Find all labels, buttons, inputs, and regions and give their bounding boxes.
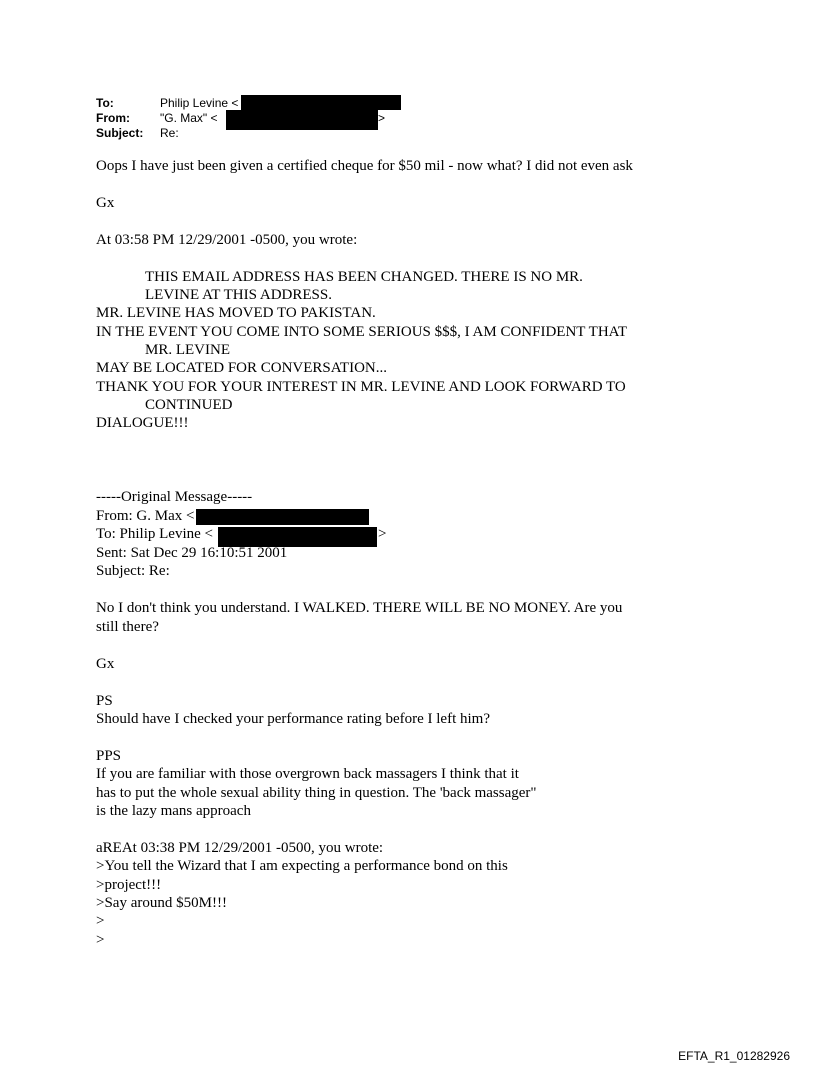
subject-label: Subject: [96, 126, 144, 140]
from-label: From: [96, 111, 130, 125]
original-sent: Sent: Sat Dec 29 16:10:51 2001 [96, 545, 288, 561]
subject-value: Re: [160, 126, 179, 140]
nested-quote-intro: aREAt 03:38 PM 12/29/2001 -0500, you wrote: [96, 840, 384, 856]
original-to: To: Philip Levine < [96, 526, 213, 542]
original-body-line: No I don't think you understand. I WALKED. THERE WILL BE NO MONEY. Are you [96, 600, 623, 616]
quote-intro: At 03:58 PM 12/29/2001 -0500, you wrote: [96, 232, 358, 248]
original-body-line: still there? [96, 619, 159, 635]
quoted-line: MR. LEVINE [145, 342, 230, 358]
redaction-bar [218, 527, 377, 547]
pps-line: is the lazy mans approach [96, 803, 251, 819]
document-id: EFTA_R1_01282926 [678, 1049, 790, 1063]
quoted-line: IN THE EVENT YOU COME INTO SOME SERIOUS $$$, I AM CONFIDENT THAT [96, 324, 627, 340]
nested-quote-line: >project!!! [96, 877, 162, 893]
quoted-line: MAY BE LOCATED FOR CONVERSATION... [96, 360, 387, 376]
nested-quote-line: >You tell the Wizard that I am expecting a performance bond on this [96, 858, 508, 874]
pps-line: If you are familiar with those overgrown back massagers I think that it [96, 766, 519, 782]
quoted-line: THANK YOU FOR YOUR INTEREST IN MR. LEVINE AND LOOK FORWARD TO [96, 379, 626, 395]
pps-label: PPS [96, 748, 122, 764]
redaction-bar [241, 95, 401, 110]
original-to-close: > [378, 526, 387, 542]
signature: Gx [96, 195, 115, 211]
ps-label: PS [96, 693, 113, 709]
to-label: To: [96, 96, 114, 110]
to-value: Philip Levine < [160, 96, 239, 110]
nested-quote-line: > [96, 932, 105, 948]
quoted-line: CONTINUED [145, 397, 233, 413]
original-from: From: G. Max < [96, 508, 195, 524]
redaction-bar [226, 110, 378, 130]
nested-quote-line: > [96, 913, 105, 929]
original-divider: -----Original Message----- [96, 489, 253, 505]
redaction-bar [196, 509, 369, 525]
from-value: "G. Max" < [160, 111, 218, 125]
pps-line: has to put the whole sexual ability thing in question. The 'back massager" [96, 785, 537, 801]
nested-quote-line: >Say around $50M!!! [96, 895, 227, 911]
ps-text: Should have I checked your performance rating before I left him? [96, 711, 490, 727]
original-signature: Gx [96, 656, 115, 672]
original-subject: Subject: Re: [96, 563, 170, 579]
from-close: > [378, 111, 386, 125]
quoted-line: DIALOGUE!!! [96, 415, 189, 431]
message-line: Oops I have just been given a certified cheque for $50 mil - now what? I did not even ask [96, 158, 633, 174]
quoted-line: THIS EMAIL ADDRESS HAS BEEN CHANGED. THERE IS NO MR. [145, 269, 583, 285]
quoted-line: LEVINE AT THIS ADDRESS. [145, 287, 332, 303]
quoted-line: MR. LEVINE HAS MOVED TO PAKISTAN. [96, 305, 376, 321]
